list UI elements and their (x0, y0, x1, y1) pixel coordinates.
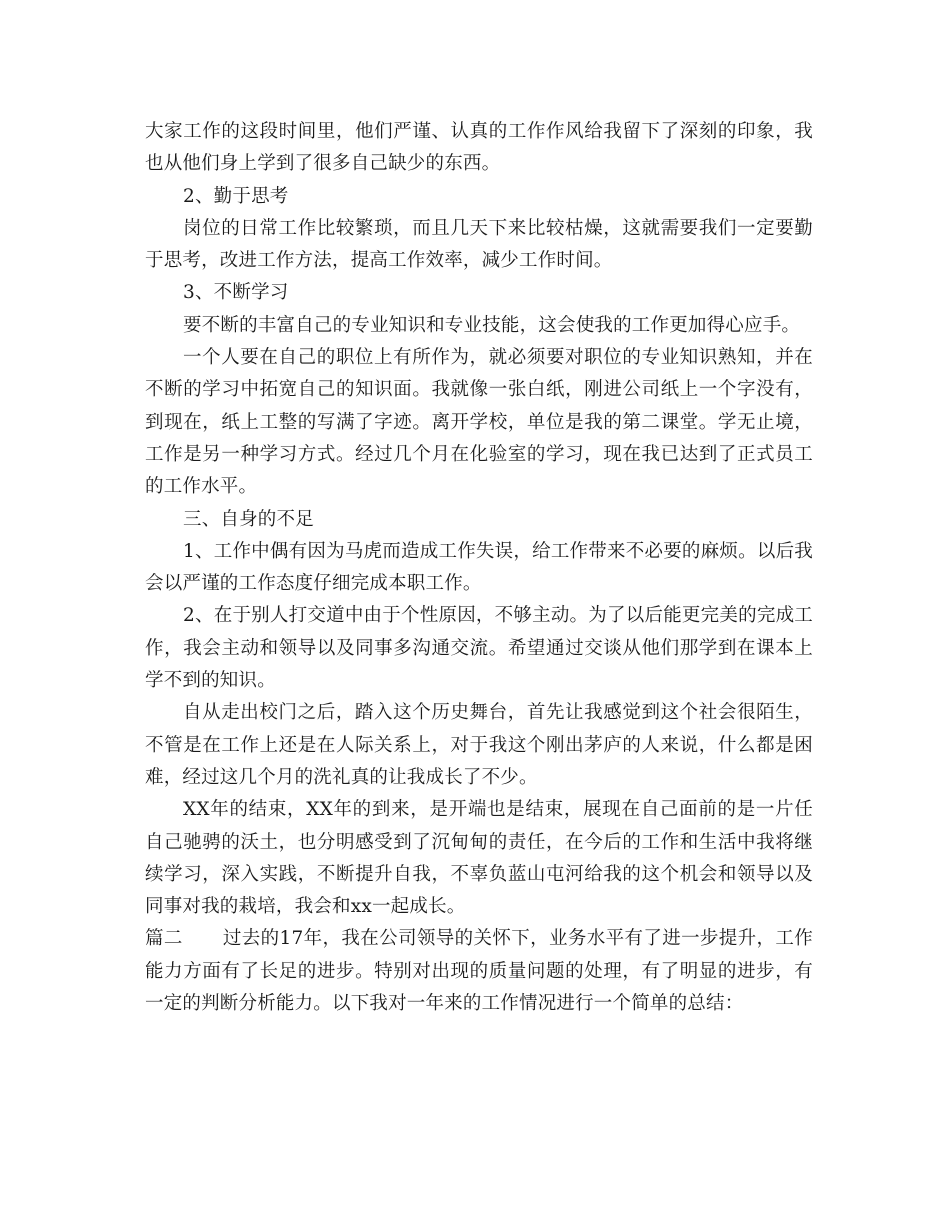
paragraph-learning: 一个人要在自己的职位上有所作为，就必须要对职位的专业知识熟知，并在不断的学习中拓宽自己的知识面。我就像一张白纸，刚进公司纸上一个字没有，到现在，纸上工整的写满了字迹。离开学校，单位是我的第二课堂。学无止境，工作是另一种学习方式。经过几个月在化验室的学习，现在我已达到了正式员工的工作水平。 (145, 347, 813, 498)
section-two-label: 篇二 (145, 928, 183, 950)
heading-shortcomings: 三、自身的不足 (183, 508, 314, 530)
section-two-text: 过去的17年，我在公司领导的关怀下，业务水平有了进一步提升，工作能力方面有了长足的进步。特别对出现的质量问题的处理，有了明显的进步，有一定的判断分析能力。以下我对一年来的工作情况进行一个简单的总结： (145, 928, 813, 1015)
paragraph-thinking: 岗位的日常工作比较繁琐，而且几天下来比较枯燥，这就需要我们一定要勤于思考，改进工作方法，提高工作效率，减少工作时间。 (145, 217, 813, 272)
section-two-paragraph (145, 923, 813, 1020)
heading-diligent-thinking: 2、勤于思考 (183, 185, 289, 207)
paragraph-skills: 要不断的丰富自己的专业知识和专业技能，这会使我的工作更加得心应手。 (183, 314, 801, 336)
paragraph-continuation: 大家工作的这段时间里，他们严谨、认真的工作作风给我留下了深刻的印象，我也从他们身上学到了很多自己缺少的东西。 (145, 121, 813, 175)
paragraph-outlook: XX年的结束，XX年的到来，是开端也是结束，展现在自己面前的是一片任自己驰骋的沃土，也分明感受到了沉甸甸的责任，在今后的工作和生活中我将继续学习，深入实践，不断提升自我，不辜负蓝山屯河给我的这个机会和领导以及同事对我的栽培，我会和xx一起成长。 (145, 799, 813, 918)
document-body (145, 116, 813, 1020)
paragraph-reflection: 自从走出校门之后，踏入这个历史舞台，首先让我感觉到这个社会很陌生，不管是在工作上还是在人际关系上，对于我这个刚出茅庐的人来说，什么都是困难，经过这几个月的洗礼真的让我成长了不少。 (145, 702, 813, 788)
paragraph-shortcoming-1: 1、工作中偶有因为马虎而造成工作失误，给工作带来不必要的麻烦。以后我会以严谨的工作态度仔细完成本职工作。 (145, 540, 813, 595)
paragraph-shortcoming-2: 2、在于别人打交道中由于个性原因，不够主动。为了以后能更完美的完成工作，我会主动和领导以及同事多沟通交流。希望通过交谈从他们那学到在课本上学不到的知识。 (145, 605, 813, 692)
heading-continuous-learning: 3、不断学习 (183, 282, 289, 304)
